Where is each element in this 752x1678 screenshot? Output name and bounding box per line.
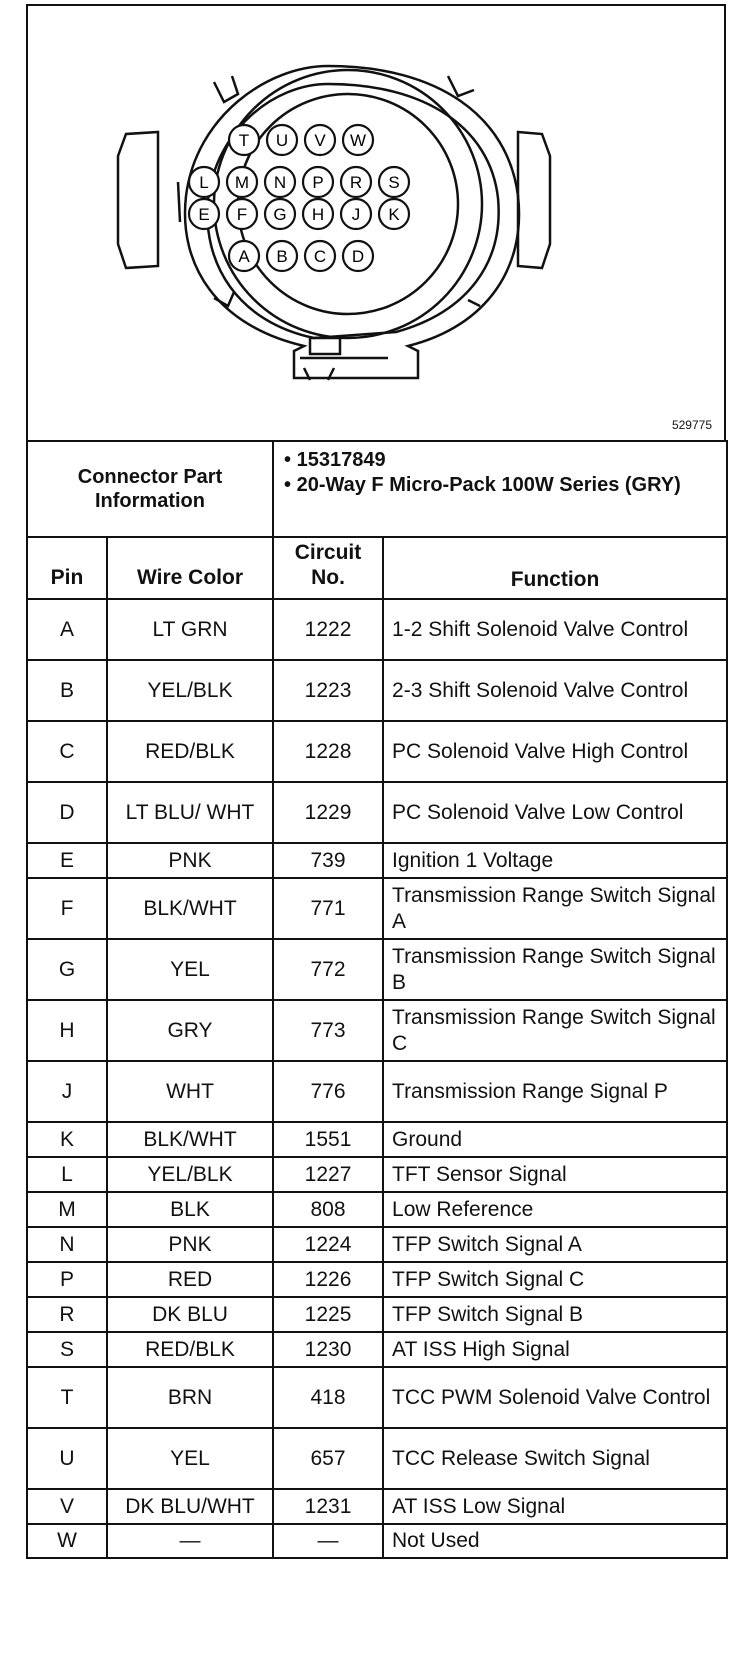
pin-cavity-label: K [388, 205, 400, 224]
pin-cavity-label: J [351, 205, 361, 224]
wire-color-cell: YEL/BLK [107, 660, 273, 721]
function-cell: TFP Switch Signal C [383, 1262, 727, 1297]
circuit-cell: 1229 [273, 782, 383, 843]
table-row [27, 660, 727, 721]
pin-cavity-label: U [275, 131, 289, 150]
connector-part-label: Connector Part Information [27, 441, 273, 537]
wire-color-cell: DK BLU [107, 1297, 273, 1332]
wire-color-cell: LT BLU/ WHT [107, 782, 273, 843]
pin-cell: C [27, 721, 107, 782]
wire-color-column-header: Wire Color [107, 537, 273, 599]
connector-end-view-drawing [28, 6, 728, 440]
function-cell: Transmission Range Switch Signal A [383, 878, 727, 939]
pin-cell: T [27, 1367, 107, 1428]
table-row [27, 782, 727, 843]
function-cell: AT ISS High Signal [383, 1332, 727, 1367]
connector-part-info [273, 441, 727, 537]
circuit-cell: — [273, 1524, 383, 1558]
pinout-table [26, 440, 728, 1559]
circuit-cell: 1231 [273, 1489, 383, 1524]
pin-cavity-label: B [276, 247, 288, 266]
circuit-cell: 1222 [273, 599, 383, 660]
wire-color-cell: PNK [107, 1227, 273, 1262]
function-cell: Transmission Range Signal P [383, 1061, 727, 1122]
wire-color-cell: BRN [107, 1367, 273, 1428]
pin-cavity-label: L [199, 173, 209, 192]
circuit-cell: 1228 [273, 721, 383, 782]
function-cell: TFP Switch Signal B [383, 1297, 727, 1332]
wire-color-cell: RED/BLK [107, 1332, 273, 1367]
wire-color-cell: BLK [107, 1192, 273, 1227]
pin-cell: M [27, 1192, 107, 1227]
function-cell: Not Used [383, 1524, 727, 1558]
pin-cavity-label: F [236, 205, 248, 224]
table-row [27, 1157, 727, 1192]
wire-color-cell: YEL/BLK [107, 1157, 273, 1192]
circuit-cell: 1227 [273, 1157, 383, 1192]
pin-cell: A [27, 599, 107, 660]
function-cell: TCC PWM Solenoid Valve Control [383, 1367, 727, 1428]
table-row [27, 1332, 727, 1367]
wire-color-cell: LT GRN [107, 599, 273, 660]
circuit-cell: 739 [273, 843, 383, 878]
connector-sheet [26, 4, 728, 1668]
pin-cavity-label: M [234, 173, 250, 192]
circuit-cell: 1224 [273, 1227, 383, 1262]
table-row [27, 1061, 727, 1122]
function-cell: PC Solenoid Valve High Control [383, 721, 727, 782]
circuit-cell: 1226 [273, 1262, 383, 1297]
connector-figure [26, 4, 726, 440]
pin-cavity-label: R [349, 173, 363, 192]
function-cell: Low Reference [383, 1192, 727, 1227]
pin-cell: B [27, 660, 107, 721]
circuit-cell: 776 [273, 1061, 383, 1122]
wire-color-cell: PNK [107, 843, 273, 878]
table-row [27, 1428, 727, 1489]
wire-color-cell: GRY [107, 1000, 273, 1061]
wire-color-cell: YEL [107, 1428, 273, 1489]
pin-cavity-label: C [313, 247, 327, 266]
pin-cell: F [27, 878, 107, 939]
pin-cell: E [27, 843, 107, 878]
wire-color-cell: BLK/WHT [107, 878, 273, 939]
pin-cell: V [27, 1489, 107, 1524]
table-row [27, 939, 727, 1000]
function-cell: TCC Release Switch Signal [383, 1428, 727, 1489]
connector-info-row [27, 441, 727, 537]
table-row [27, 878, 727, 939]
table-row [27, 599, 727, 660]
pin-cavity-label: A [238, 247, 250, 266]
pin-cell: K [27, 1122, 107, 1157]
wire-color-cell: RED [107, 1262, 273, 1297]
pin-cell: G [27, 939, 107, 1000]
wire-color-cell: RED/BLK [107, 721, 273, 782]
circuit-cell: 1225 [273, 1297, 383, 1332]
pin-cell: J [27, 1061, 107, 1122]
pin-cell: H [27, 1000, 107, 1061]
function-cell: TFP Switch Signal A [383, 1227, 727, 1262]
table-row [27, 1262, 727, 1297]
function-cell: AT ISS Low Signal [383, 1489, 727, 1524]
function-cell: PC Solenoid Valve Low Control [383, 782, 727, 843]
pin-cell: R [27, 1297, 107, 1332]
table-row [27, 1122, 727, 1157]
circuit-column-header: Circuit No. [273, 537, 383, 599]
wire-color-cell: YEL [107, 939, 273, 1000]
function-cell: TFT Sensor Signal [383, 1157, 727, 1192]
pin-cavity-label: S [388, 173, 400, 192]
wire-color-cell: BLK/WHT [107, 1122, 273, 1157]
pin-cell: D [27, 782, 107, 843]
table-row [27, 843, 727, 878]
function-cell: Ground [383, 1122, 727, 1157]
wire-color-cell: — [107, 1524, 273, 1558]
column-header-row [27, 537, 727, 599]
pin-cavity-label: H [311, 205, 325, 224]
pin-cell: S [27, 1332, 107, 1367]
table-row [27, 1524, 727, 1558]
circuit-cell: 771 [273, 878, 383, 939]
function-cell: 2-3 Shift Solenoid Valve Control [383, 660, 727, 721]
function-cell: Ignition 1 Voltage [383, 843, 727, 878]
part-description: • 20-Way F Micro-Pack 100W Series (GRY) [284, 474, 681, 496]
table-row [27, 721, 727, 782]
pin-cavity-label: T [238, 131, 250, 150]
pin-cavity-label: N [273, 173, 287, 192]
function-column-header: Function [383, 537, 727, 599]
connector-body-outline [118, 66, 550, 380]
circuit-cell: 1230 [273, 1332, 383, 1367]
wire-color-cell: DK BLU/WHT [107, 1489, 273, 1524]
pin-cavity-label: P [312, 173, 324, 192]
pin-cavity-label: E [198, 205, 210, 224]
pin-column-header: Pin [27, 537, 107, 599]
pin-cell: W [27, 1524, 107, 1558]
pin-cavity-label: W [349, 131, 367, 150]
circuit-cell: 1223 [273, 660, 383, 721]
pin-cell: N [27, 1227, 107, 1262]
pin-cell: P [27, 1262, 107, 1297]
wire-color-cell: WHT [107, 1061, 273, 1122]
part-number: • 15317849 [284, 449, 386, 471]
circuit-cell: 808 [273, 1192, 383, 1227]
table-row [27, 1192, 727, 1227]
function-cell: Transmission Range Switch Signal C [383, 1000, 727, 1061]
figure-id: 529775 [671, 418, 712, 432]
function-cell: Transmission Range Switch Signal B [383, 939, 727, 1000]
pin-cavity-label: G [273, 205, 287, 224]
table-row [27, 1489, 727, 1524]
function-cell: 1-2 Shift Solenoid Valve Control [383, 599, 727, 660]
table-row [27, 1367, 727, 1428]
pin-cavity-label: D [351, 247, 365, 266]
table-row [27, 1297, 727, 1332]
circuit-cell: 773 [273, 1000, 383, 1061]
circuit-cell: 1551 [273, 1122, 383, 1157]
pin-cell: L [27, 1157, 107, 1192]
circuit-cell: 418 [273, 1367, 383, 1428]
circuit-cell: 657 [273, 1428, 383, 1489]
pin-cavity-label: V [314, 131, 326, 150]
circuit-cell: 772 [273, 939, 383, 1000]
table-row [27, 1227, 727, 1262]
table-row [27, 1000, 727, 1061]
pin-cell: U [27, 1428, 107, 1489]
